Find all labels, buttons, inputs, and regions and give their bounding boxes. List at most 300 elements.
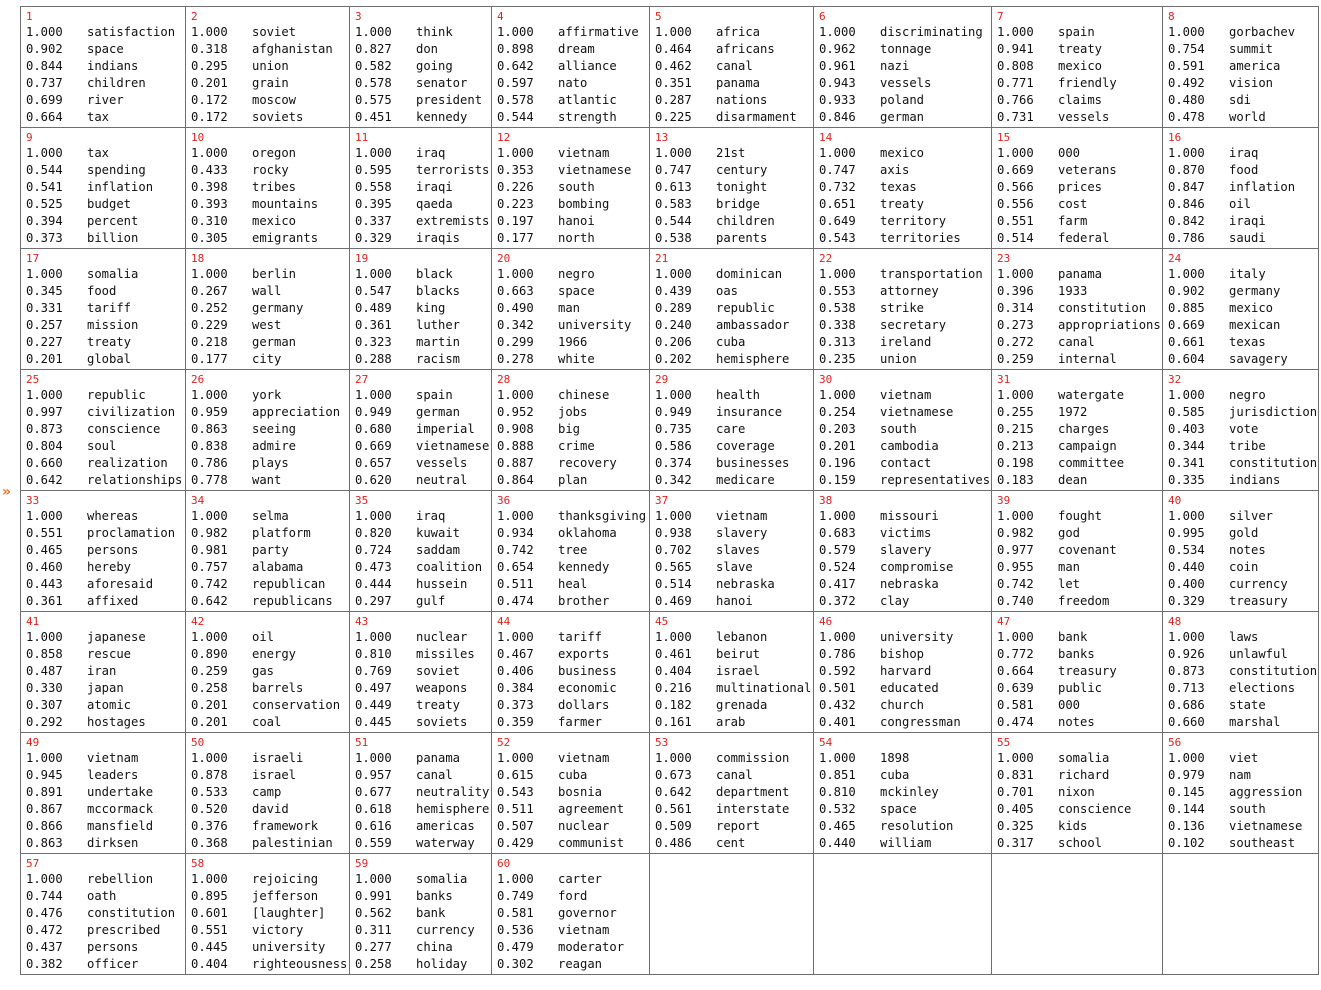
topic-cell — [814, 7, 992, 128]
term-weight: 0.172 — [191, 93, 228, 107]
term-row — [191, 213, 349, 230]
topic-block — [1163, 128, 1318, 247]
term-word: agreement — [558, 802, 625, 816]
term-word: wall — [252, 284, 282, 298]
term-row — [997, 593, 1162, 610]
term-word: school — [1058, 836, 1103, 850]
term-row — [355, 888, 491, 905]
term-row — [191, 300, 349, 317]
term-weight: 0.382 — [26, 957, 63, 971]
term-word: cuba — [558, 768, 588, 782]
term-weight: 0.145 — [1168, 785, 1205, 799]
term-weight: 0.374 — [655, 456, 692, 470]
term-row — [497, 646, 649, 663]
term-word: canal — [1058, 335, 1095, 349]
term-weight: 0.182 — [655, 698, 692, 712]
term-row — [355, 525, 491, 542]
topic-number: 45 — [655, 615, 669, 628]
term-word: affirmative — [558, 25, 639, 39]
term-weight: 1.000 — [819, 25, 856, 39]
term-weight: 0.642 — [26, 473, 63, 487]
term-word: recovery — [558, 456, 617, 470]
term-row — [1168, 145, 1318, 162]
term-weight: 0.373 — [497, 698, 534, 712]
topic-cell — [492, 854, 650, 975]
term-weight: 0.472 — [26, 923, 63, 937]
term-row — [191, 472, 349, 489]
term-word: gorbachev — [1229, 25, 1296, 39]
term-row — [355, 455, 491, 472]
term-row — [497, 888, 649, 905]
term-word: unlawful — [1229, 647, 1288, 661]
term-word: barrels — [252, 681, 304, 695]
term-row — [997, 230, 1162, 247]
topic-number: 38 — [819, 494, 833, 507]
term-row — [655, 784, 813, 801]
term-word: persons — [87, 543, 139, 557]
term-word: transportation — [880, 267, 983, 281]
term-weight: 0.201 — [191, 715, 228, 729]
term-weight: 0.136 — [1168, 819, 1205, 833]
term-word: campaign — [1058, 439, 1117, 453]
term-word: neutrality — [416, 785, 490, 799]
term-weight: 0.713 — [1168, 681, 1205, 695]
term-word: cambodia — [880, 439, 939, 453]
term-word: budget — [87, 197, 132, 211]
topic-block — [992, 249, 1162, 368]
term-word: japan — [87, 681, 124, 695]
term-row — [355, 784, 491, 801]
term-row — [191, 646, 349, 663]
term-word: thanksgiving — [558, 509, 647, 523]
term-word: mckinley — [880, 785, 939, 799]
term-weight: 0.307 — [26, 698, 63, 712]
term-row — [655, 351, 813, 368]
term-word: covenant — [1058, 543, 1117, 557]
term-weight: 0.443 — [26, 577, 63, 591]
term-row — [191, 680, 349, 697]
topic-number: 17 — [26, 252, 40, 265]
term-weight: 0.664 — [997, 664, 1034, 678]
term-word: world — [1229, 110, 1266, 124]
term-row — [1168, 317, 1318, 334]
term-weight: 0.657 — [355, 456, 392, 470]
term-weight: 1.000 — [497, 267, 534, 281]
term-row — [355, 300, 491, 317]
topic-block — [1163, 7, 1318, 126]
term-row — [1168, 663, 1318, 680]
term-row — [997, 542, 1162, 559]
term-weight: 0.997 — [26, 405, 63, 419]
term-word: plays — [252, 456, 289, 470]
term-word: spending — [87, 163, 146, 177]
term-weight: 0.353 — [497, 163, 534, 177]
term-weight: 0.562 — [355, 906, 392, 920]
term-weight: 0.863 — [26, 836, 63, 850]
term-row — [819, 646, 991, 663]
term-word: proclamation — [87, 526, 176, 540]
term-word: jefferson — [252, 889, 319, 903]
term-weight: 1.000 — [997, 751, 1034, 765]
term-row — [1168, 559, 1318, 576]
term-row — [655, 266, 813, 283]
term-row — [819, 266, 991, 283]
term-row — [819, 525, 991, 542]
topic-block — [21, 491, 185, 610]
term-word: coalition — [416, 560, 483, 574]
term-row — [355, 283, 491, 300]
term-row — [1168, 767, 1318, 784]
term-row — [497, 230, 649, 247]
term-weight: 0.663 — [497, 284, 534, 298]
term-weight: 0.342 — [655, 473, 692, 487]
topic-block — [186, 249, 349, 368]
term-weight: 0.601 — [191, 906, 228, 920]
term-word: german — [252, 335, 297, 349]
term-weight: 0.934 — [497, 526, 534, 540]
term-word: representatives — [880, 473, 991, 487]
term-word: god — [1058, 526, 1081, 540]
term-row — [26, 697, 185, 714]
term-weight: 0.885 — [1168, 301, 1205, 315]
term-row — [497, 871, 649, 888]
term-weight: 0.404 — [191, 957, 228, 971]
term-word: inflation — [1229, 180, 1296, 194]
term-word: hanoi — [558, 214, 595, 228]
topic-cell — [21, 128, 186, 249]
topic-block — [814, 370, 991, 489]
term-word: somalia — [87, 267, 139, 281]
term-weight: 0.810 — [355, 647, 392, 661]
term-word: claims — [1058, 93, 1103, 107]
topic-number: 33 — [26, 494, 40, 507]
term-word: relationships — [87, 473, 183, 487]
term-weight: 0.102 — [1168, 836, 1205, 850]
term-word: italy — [1229, 267, 1266, 281]
term-weight: 0.201 — [26, 352, 63, 366]
term-weight: 0.979 — [1168, 768, 1205, 782]
term-word: constitution — [87, 906, 176, 920]
term-word: banks — [1058, 647, 1095, 661]
term-row — [191, 750, 349, 767]
term-word: qaeda — [416, 197, 453, 211]
term-weight: 0.902 — [1168, 284, 1205, 298]
term-word: ford — [558, 889, 588, 903]
term-weight: 0.361 — [355, 318, 392, 332]
term-weight: 0.544 — [26, 163, 63, 177]
term-word: missiles — [416, 647, 475, 661]
term-row — [655, 663, 813, 680]
term-row — [191, 230, 349, 247]
term-weight: 0.898 — [497, 42, 534, 56]
term-weight: 0.863 — [191, 422, 228, 436]
term-row — [355, 508, 491, 525]
term-weight: 1.000 — [997, 146, 1034, 160]
term-word: grenada — [716, 698, 768, 712]
term-weight: 0.376 — [191, 819, 228, 833]
term-weight: 0.669 — [1168, 318, 1205, 332]
term-row — [997, 714, 1162, 731]
term-row — [191, 629, 349, 646]
term-row — [655, 41, 813, 58]
topic-number: 11 — [355, 131, 369, 144]
term-weight: 1.000 — [355, 267, 392, 281]
term-word: brother — [558, 594, 610, 608]
term-word: kids — [1058, 819, 1088, 833]
topic-block — [350, 128, 491, 247]
term-weight: 1.000 — [355, 388, 392, 402]
topic-number: 19 — [355, 252, 369, 265]
term-row — [191, 714, 349, 731]
term-word: texas — [880, 180, 917, 194]
term-row — [191, 455, 349, 472]
term-row — [1168, 421, 1318, 438]
term-row — [497, 266, 649, 283]
term-weight: 0.586 — [655, 439, 692, 453]
term-row — [355, 801, 491, 818]
term-row — [997, 351, 1162, 368]
term-word: strength — [558, 110, 617, 124]
term-word: heal — [558, 577, 588, 591]
term-row — [355, 404, 491, 421]
term-word: weapons — [416, 681, 468, 695]
term-row — [655, 404, 813, 421]
term-weight: 0.218 — [191, 335, 228, 349]
term-row — [26, 956, 185, 973]
term-word: mansfield — [87, 819, 154, 833]
term-word: japanese — [87, 630, 146, 644]
term-row — [191, 767, 349, 784]
term-row — [191, 818, 349, 835]
topic-number: 34 — [191, 494, 205, 507]
topic-block — [1163, 733, 1318, 852]
term-row — [191, 438, 349, 455]
term-word: tariff — [558, 630, 603, 644]
topic-cell — [814, 249, 992, 370]
topic-number: 49 — [26, 736, 40, 749]
term-row — [497, 767, 649, 784]
term-word: saddam — [416, 543, 461, 557]
term-row — [191, 41, 349, 58]
term-word: jurisdiction — [1229, 405, 1318, 419]
term-row — [355, 196, 491, 213]
term-word: big — [558, 422, 581, 436]
term-row — [1168, 818, 1318, 835]
term-weight: 1.000 — [655, 751, 692, 765]
topic-block — [1163, 249, 1318, 368]
term-word: church — [880, 698, 925, 712]
term-row — [1168, 300, 1318, 317]
term-row — [26, 438, 185, 455]
term-word: berlin — [252, 267, 297, 281]
term-weight: 0.878 — [191, 768, 228, 782]
empty-cell — [650, 854, 814, 975]
term-weight: 0.578 — [497, 93, 534, 107]
term-weight: 0.144 — [1168, 802, 1205, 816]
term-row — [1168, 835, 1318, 852]
term-weight: 1.000 — [497, 630, 534, 644]
term-row — [497, 680, 649, 697]
term-weight: 0.254 — [819, 405, 856, 419]
term-weight: 0.255 — [997, 405, 1034, 419]
topic-number: 54 — [819, 736, 833, 749]
term-word: 000 — [1058, 146, 1081, 160]
term-row — [655, 145, 813, 162]
term-word: martin — [416, 335, 461, 349]
term-word: vietnam — [87, 751, 139, 765]
term-weight: 0.445 — [355, 715, 392, 729]
term-word: viet — [1229, 751, 1259, 765]
term-row — [655, 818, 813, 835]
topic-number: 12 — [497, 131, 511, 144]
term-row — [819, 663, 991, 680]
term-weight: 1.000 — [26, 630, 63, 644]
grid-row — [21, 128, 1319, 249]
term-word: richard — [1058, 768, 1110, 782]
term-word: arab — [716, 715, 746, 729]
term-word: republican — [252, 577, 326, 591]
topic-cell — [186, 854, 350, 975]
term-word: william — [880, 836, 932, 850]
term-word: aforesaid — [87, 577, 154, 591]
term-weight: 0.544 — [655, 214, 692, 228]
term-word: 21st — [716, 146, 746, 160]
term-weight: 0.858 — [26, 647, 63, 661]
term-row — [655, 767, 813, 784]
term-word: tribe — [1229, 439, 1266, 453]
term-word: savagery — [1229, 352, 1288, 366]
term-weight: 0.595 — [355, 163, 392, 177]
term-weight: 0.558 — [355, 180, 392, 194]
term-weight: 1.000 — [655, 509, 692, 523]
term-weight: 0.735 — [655, 422, 692, 436]
term-weight: 0.473 — [355, 560, 392, 574]
term-word: space — [558, 284, 595, 298]
term-weight: 0.198 — [997, 456, 1034, 470]
topic-number: 29 — [655, 373, 669, 386]
term-row — [1168, 230, 1318, 247]
term-weight: 0.439 — [655, 284, 692, 298]
term-weight: 0.810 — [819, 785, 856, 799]
term-word: china — [416, 940, 453, 954]
term-weight: 0.771 — [997, 76, 1034, 90]
term-weight: 0.394 — [26, 214, 63, 228]
term-row — [655, 508, 813, 525]
topic-number: 37 — [655, 494, 669, 507]
term-row — [26, 663, 185, 680]
grid-row — [21, 370, 1319, 491]
topic-number: 22 — [819, 252, 833, 265]
term-weight: 0.359 — [497, 715, 534, 729]
term-word: silver — [1229, 509, 1274, 523]
term-word: vessels — [416, 456, 468, 470]
term-word: territory — [880, 214, 947, 228]
term-row — [997, 472, 1162, 489]
term-word: undertake — [87, 785, 154, 799]
term-word: slaves — [716, 543, 761, 557]
term-weight: 0.661 — [1168, 335, 1205, 349]
term-weight: 0.338 — [819, 318, 856, 332]
term-weight: 0.252 — [191, 301, 228, 315]
term-row — [497, 455, 649, 472]
term-row — [497, 697, 649, 714]
term-weight: 0.895 — [191, 889, 228, 903]
term-weight: 0.406 — [497, 664, 534, 678]
term-row — [26, 750, 185, 767]
term-weight: 1.000 — [497, 25, 534, 39]
topic-block — [186, 128, 349, 247]
term-weight: 0.525 — [26, 197, 63, 211]
term-weight: 1.000 — [655, 267, 692, 281]
term-row — [26, 455, 185, 472]
term-weight: 0.311 — [355, 923, 392, 937]
term-row — [1168, 92, 1318, 109]
term-weight: 0.444 — [355, 577, 392, 591]
term-row — [191, 283, 349, 300]
term-row — [191, 421, 349, 438]
term-word: iran — [87, 664, 117, 678]
term-weight: 0.465 — [26, 543, 63, 557]
term-word: bank — [416, 906, 446, 920]
term-row — [497, 576, 649, 593]
term-word: alliance — [558, 59, 617, 73]
term-weight: 0.581 — [997, 698, 1034, 712]
term-word: lebanon — [716, 630, 768, 644]
term-word: nato — [558, 76, 588, 90]
topic-number: 44 — [497, 615, 511, 628]
term-weight: 0.440 — [819, 836, 856, 850]
term-weight: 0.591 — [1168, 59, 1205, 73]
term-weight: 0.651 — [819, 197, 856, 211]
topic-cell — [1163, 612, 1319, 733]
term-word: senator — [416, 76, 468, 90]
topic-cell — [1163, 128, 1319, 249]
term-row — [497, 351, 649, 368]
term-weight: 0.945 — [26, 768, 63, 782]
term-word: israeli — [252, 751, 304, 765]
term-row — [355, 41, 491, 58]
term-weight: 0.908 — [497, 422, 534, 436]
term-word: 000 — [1058, 698, 1081, 712]
term-row — [655, 455, 813, 472]
term-row — [191, 697, 349, 714]
term-weight: 0.618 — [355, 802, 392, 816]
topic-cell — [21, 370, 186, 491]
term-word: elections — [1229, 681, 1296, 695]
topic-cell — [992, 249, 1163, 370]
term-word: notes — [1229, 543, 1266, 557]
term-row — [819, 196, 991, 213]
topic-block — [350, 491, 491, 610]
term-weight: 0.183 — [997, 473, 1034, 487]
term-row — [497, 629, 649, 646]
term-row — [819, 801, 991, 818]
term-weight: 0.949 — [655, 405, 692, 419]
term-weight: 0.437 — [26, 940, 63, 954]
term-row — [819, 404, 991, 421]
term-row — [355, 162, 491, 179]
term-row — [26, 525, 185, 542]
term-weight: 0.533 — [191, 785, 228, 799]
topic-cell — [1163, 370, 1319, 491]
term-word: panama — [716, 76, 761, 90]
term-word: business — [558, 664, 617, 678]
term-weight: 0.677 — [355, 785, 392, 799]
term-weight: 0.474 — [497, 594, 534, 608]
topic-number: 6 — [819, 10, 826, 23]
term-word: treaty — [1058, 42, 1103, 56]
term-weight: 0.272 — [997, 335, 1034, 349]
